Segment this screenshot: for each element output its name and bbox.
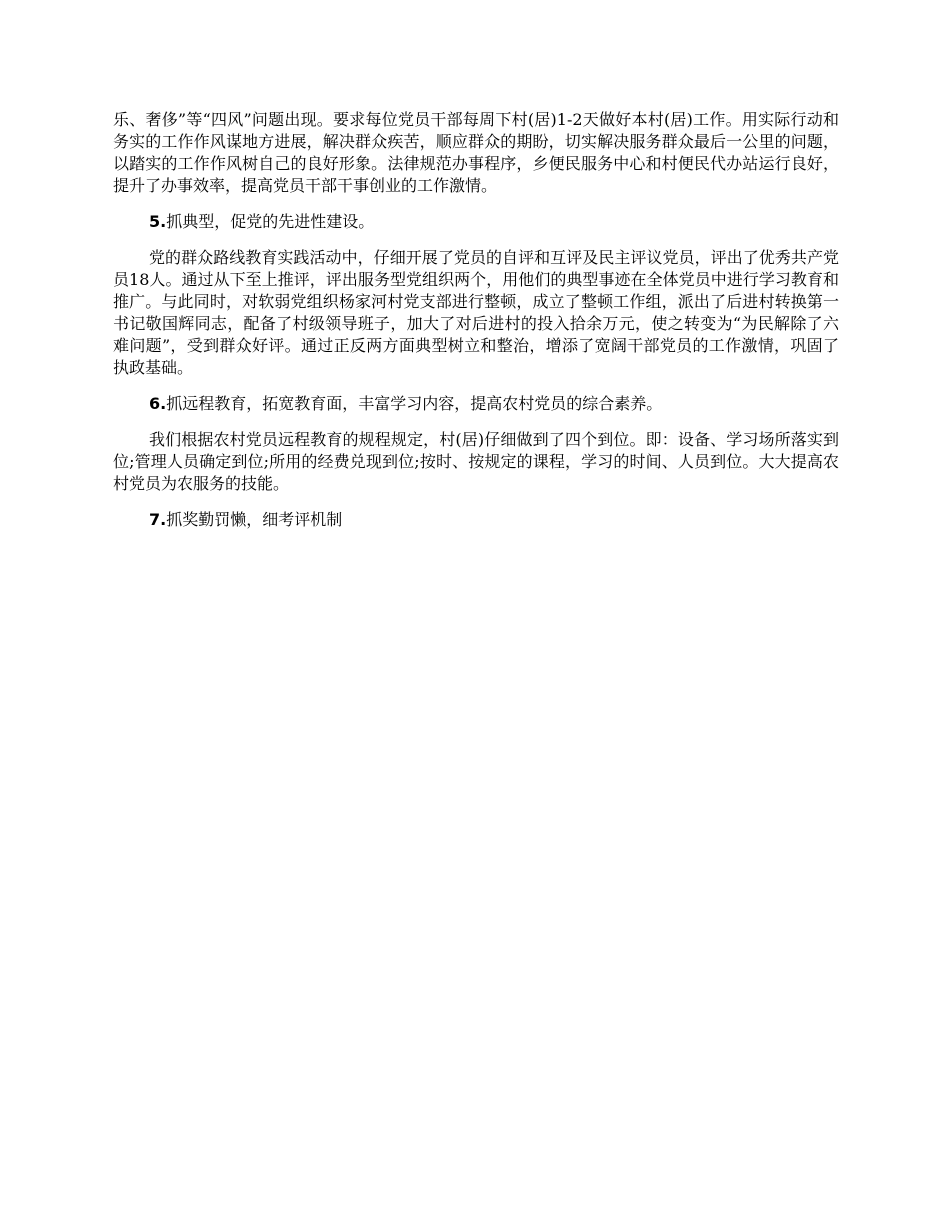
heading-text: 抓典型，促党的先进性建设。 — [166, 212, 375, 231]
heading-text: 抓远程教育，拓宽教育面，丰富学习内容，提高农村党员的综合素养。 — [166, 394, 663, 413]
heading-rewards-penalties — [113, 509, 839, 531]
heading-number: 6. — [149, 394, 167, 413]
heading-text: 抓奖勤罚懒，细考评机制 — [166, 510, 343, 529]
paragraph-four-winds: 乐、奢侈”等“四风”问题出现。要求每位党员干部每周下村(居)1-2天做好本村(居)工作。用实际行动和务实的工作作风谋地方进展，解决群众疾苦，顺应群众的期盼，切实解决服务群众最后一公里的问题，以踏实的工作作风树自己的良好形象。法律规范办事程序，乡便民服务中心和村便民代办站运行良好，提升了办事效率，提高党员干部干事创业的工作激情。 — [113, 110, 839, 195]
document-body — [113, 109, 839, 545]
heading-number: 5. — [149, 212, 167, 231]
heading-number: 7. — [149, 510, 167, 529]
paragraph-typical-models: 党的群众路线教育实践活动中，仔细开展了党员的自评和互评及民主评议党员，评出了优秀共产党员18人。通过从下至上推评，评出服务型党组织两个，用他们的典型事迹在全体党员中进行学习教育和推广。与此同时，对软弱党组织杨家河村党支部进行整顿，成立了整顿工作组，派出了后进村转换第一书记敬国辉同志，配备了村级领导班子，加大了对后进村的投入拾余万元，使之转变为“为民解除了六难问题”，受到群众好评。通过正反两方面典型树立和整治，增添了宽阔干部党员的工作激情，巩固了执政基础。 — [113, 248, 839, 377]
paragraph-remote-education: 我们根据农村党员远程教育的规程规定，村(居)仔细做到了四个到位。即：设备、学习场所落实到位;管理人员确定到位;所用的经费兑现到位;按时、按规定的课程，学习的时间、人员到位。大大提高农村党员为农服务的技能。 — [113, 430, 839, 493]
heading-typical-models — [113, 211, 839, 233]
heading-remote-education — [113, 393, 839, 415]
